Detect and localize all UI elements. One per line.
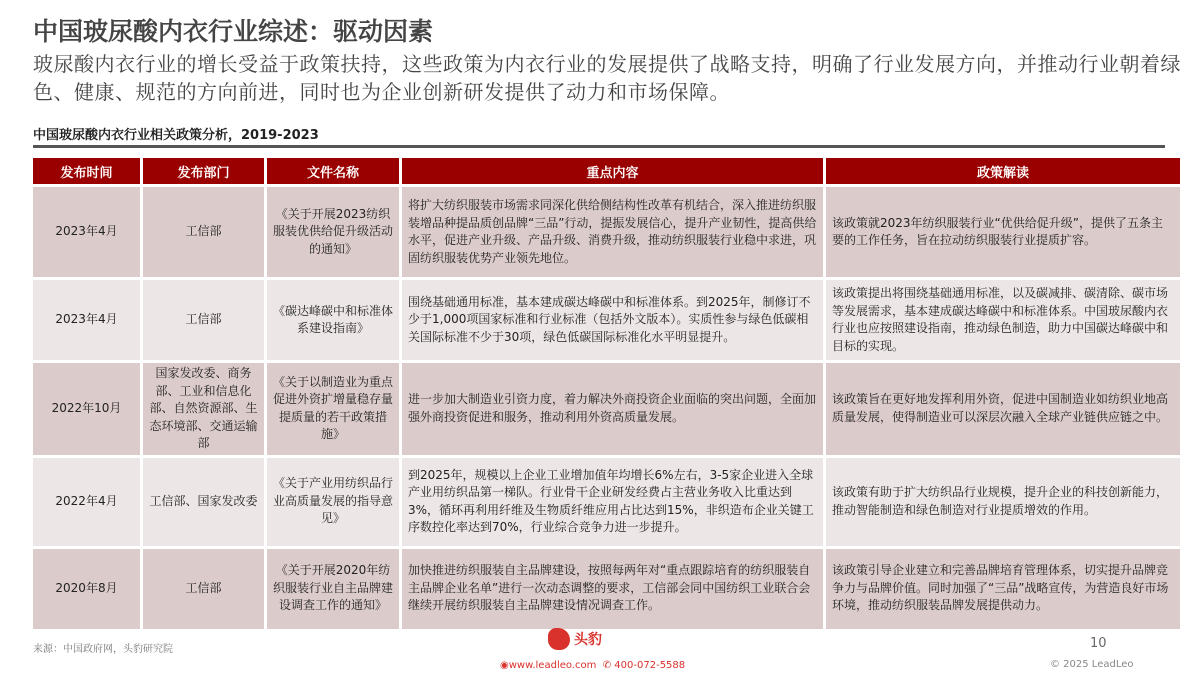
policy-table xyxy=(30,155,1183,632)
cell-interp: 该政策引导企业建立和完善品牌培育管理体系，切实提升品牌竞争力与品牌价值。同时加强了“三品”战略宣传，为营造良好市场环境，推动纺织服装品牌发展提供动力。 xyxy=(826,549,1180,629)
cell-dept: 工信部 xyxy=(143,549,264,629)
cell-date: 2022年4月 xyxy=(33,458,140,546)
cell-doc: 《关于开展2020年纺织服装行业自主品牌建设调查工作的通知》 xyxy=(267,549,399,629)
cell-dept: 工信部 xyxy=(143,187,264,277)
cell-dept: 工信部、国家发改委 xyxy=(143,458,264,546)
cell-doc: 《碳达峰碳中和标准体系建设指南》 xyxy=(267,280,399,360)
header-interp: 政策解读 xyxy=(826,158,1180,184)
cell-content: 将扩大纺织服装市场需求同深化供给侧结构性改革有机结合，深入推进纺织服装增品种提品质创品牌“三品”行动，提振发展信心，提升产业韧性，提高供给水平，促进产业升级、产品升级、消费升级，推动纺织服装行业稳中求进，巩固纺织服装优势产业领先地位。 xyxy=(402,187,823,277)
cell-dept: 工信部 xyxy=(143,280,264,360)
page-subtitle: 玻尿酸内衣行业的增长受益于政策扶持，这些政策为内衣行业的发展提供了战略支持，明确了行业发展方向，并推动行业朝着绿色、健康、规范的方向前进，同时也为企业创新研发提供了动力和市场保障。 xyxy=(33,52,1181,104)
leopard-logo-icon xyxy=(548,628,570,650)
cell-date: 2023年4月 xyxy=(33,187,140,277)
page-title: 中国玻尿酸内衣行业综述：驱动因素 xyxy=(33,17,434,46)
cell-date: 2020年8月 xyxy=(33,549,140,629)
copyright: © 2025 LeadLeo xyxy=(1050,659,1134,670)
cell-interp: 该政策提出将围绕基础通用标准，以及碳减排、碳清除、碳市场等发展需求，基本建成碳达峰碳中和标准体系。中国玻尿酸内衣行业也应按照建设指南，推动绿色制造，助力中国碳达峰碳中和目标的实现。 xyxy=(826,280,1180,360)
phone-number: 400-072-5588 xyxy=(614,660,686,671)
table-title: 中国玻尿酸内衣行业相关政策分析，2019-2023 xyxy=(33,128,319,143)
cell-doc: 《关于开展2023纺织服装优供给促升级活动的通知》 xyxy=(267,187,399,277)
cell-date: 2023年4月 xyxy=(33,280,140,360)
header-dept: 发布部门 xyxy=(143,158,264,184)
header-doc: 文件名称 xyxy=(267,158,399,184)
header-date: 发布时间 xyxy=(33,158,140,184)
brand-name: 头豹 xyxy=(574,632,602,648)
page-number: 10 xyxy=(1090,636,1107,651)
cell-doc: 《关于产业用纺织品行业高质量发展的指导意见》 xyxy=(267,458,399,546)
cell-doc: 《关于以制造业为重点促进外资扩增量稳存量提质量的若干政策措施》 xyxy=(267,363,399,455)
table-row xyxy=(33,187,1180,277)
cell-interp: 该政策就2023年纺织服装行业“优供给促升级”，提供了五条主要的工作任务，旨在拉动纺织服装行业提质扩容。 xyxy=(826,187,1180,277)
phone-icon: ✆ xyxy=(602,660,612,671)
table-row xyxy=(33,549,1180,629)
cell-content: 加快推进纺织服装自主品牌建设，按照每两年对“重点跟踪培育的纺织服装自主品牌企业名单”进行一次动态调整的要求，工信部会同中国纺织工业联合会继续开展纺织服装自主品牌建设情况调查工作。 xyxy=(402,549,823,629)
cell-content: 进一步加大制造业引资力度，着力解决外商投资企业面临的突出问题，全面加强外商投资促进和服务，推动利用外资高质量发展。 xyxy=(402,363,823,455)
table-header xyxy=(33,158,1180,184)
table-row xyxy=(33,363,1180,455)
cell-interp: 该政策旨在更好地发挥利用外资，促进中国制造业如纺织业地高质量发展，使得制造业可以深层次融入全球产业链供应链之中。 xyxy=(826,363,1180,455)
header-content: 重点内容 xyxy=(402,158,823,184)
cell-content: 围绕基础通用标准，基本建成碳达峰碳中和标准体系。到2025年，制修订不少于1,000项国家标准和行业标准（包括外文版本）。实质性参与绿色低碳相关国际标准不少于30项，绿色低碳国际标准化水平明显提升。 xyxy=(402,280,823,360)
cell-content: 到2025年，规模以上企业工业增加值年均增长6%左右，3-5家企业进入全球产业用纺织品第一梯队。行业骨干企业研发经费占主营业务收入比重达到3%，循环再利用纤维及生物质纤维应用占比达到15%，非织造布企业关键工序数控化率达到70%，行业综合竞争力进一步提升。 xyxy=(402,458,823,546)
table-row xyxy=(33,458,1180,546)
divider xyxy=(33,145,1165,148)
cell-date: 2022年10月 xyxy=(33,363,140,455)
source-note: 来源：中国政府网，头豹研究院 xyxy=(33,644,173,655)
contact-info xyxy=(500,660,685,671)
table-row xyxy=(33,280,1180,360)
brand-logo xyxy=(548,628,602,650)
cell-dept: 国家发改委、商务部、工业和信息化部、自然资源部、生态环境部、交通运输部 xyxy=(143,363,264,455)
website-link[interactable]: www.leadleo.com xyxy=(508,660,597,671)
cell-interp: 该政策有助于扩大纺织品行业规模，提升企业的科技创新能力，推动智能制造和绿色制造对行业提质增效的作用。 xyxy=(826,458,1180,546)
globe-icon: ◉ xyxy=(500,660,509,671)
